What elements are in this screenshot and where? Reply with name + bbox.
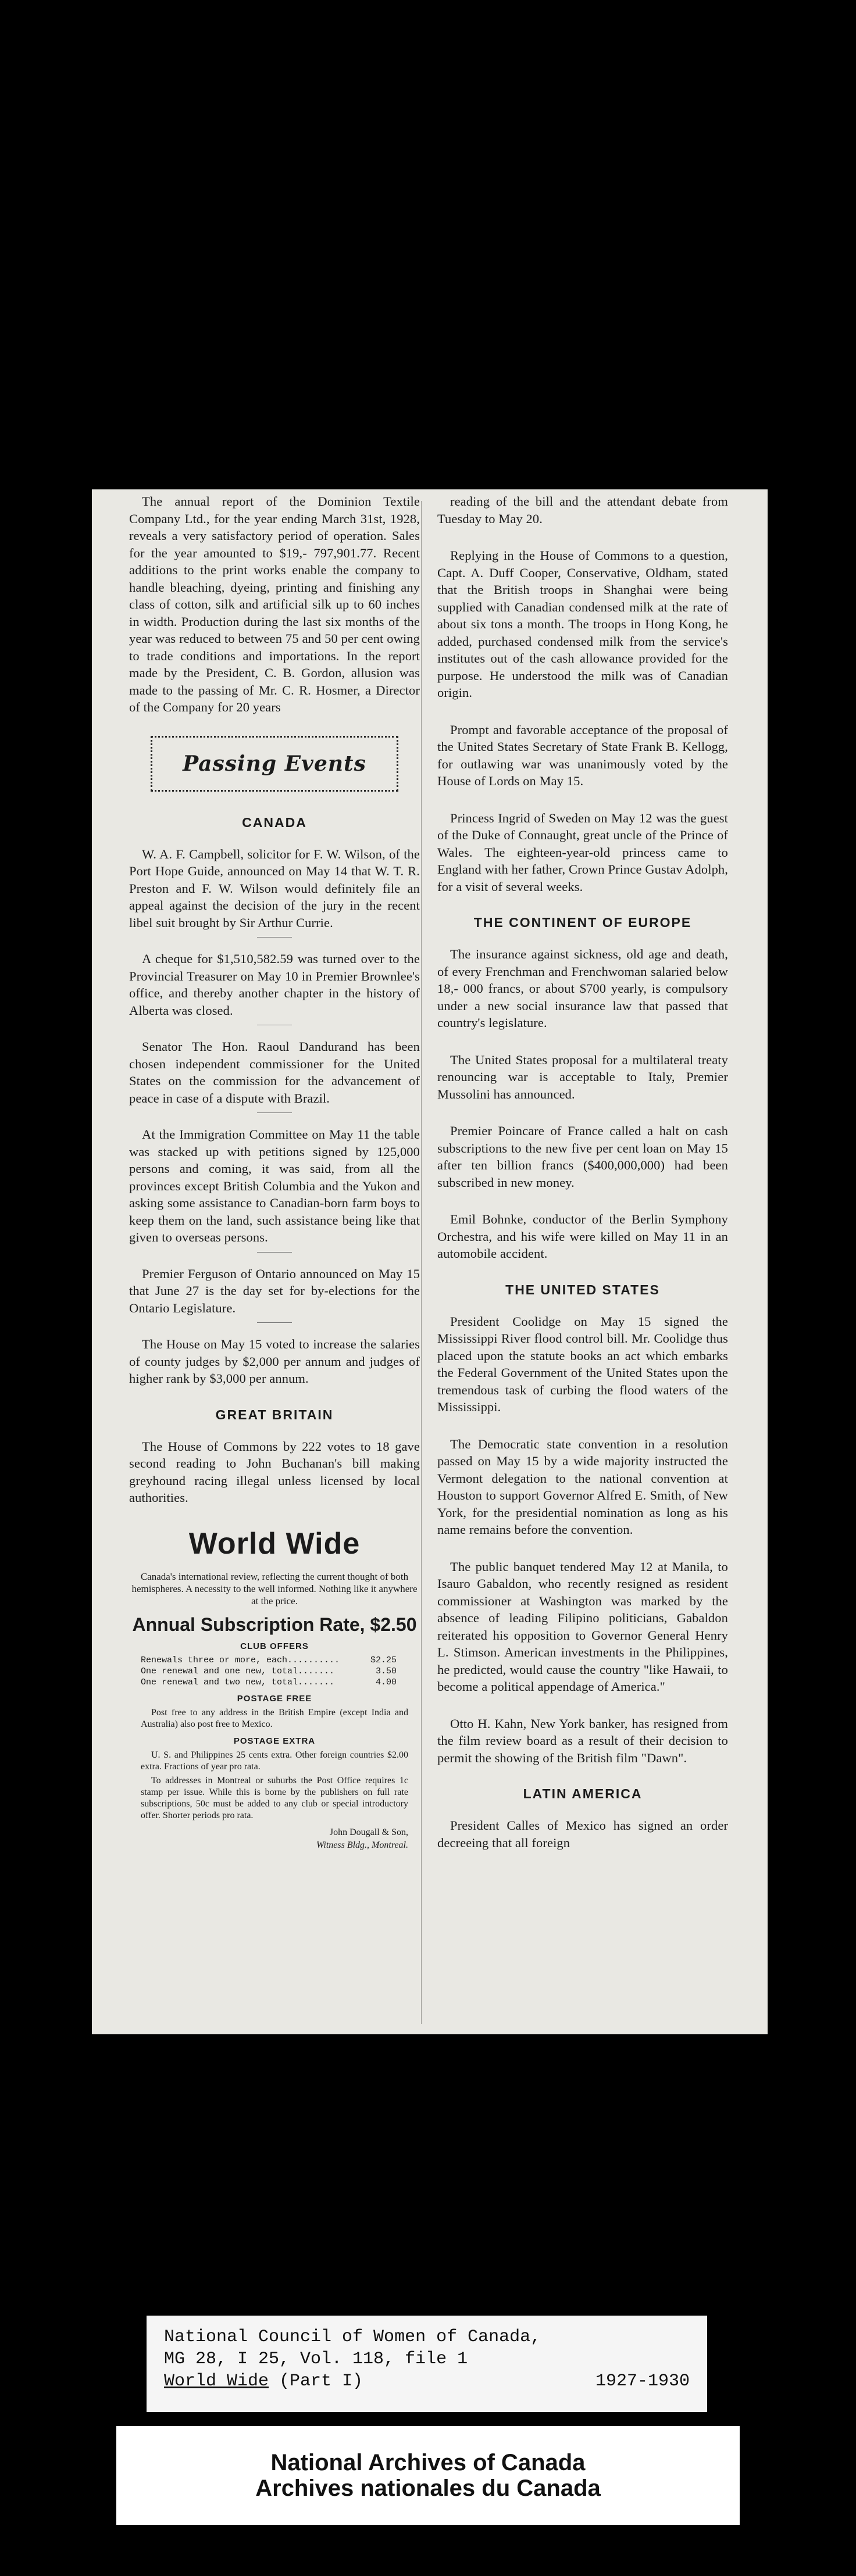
canada-item: The House on May 15 voted to increase the salaries of county judges by $2,000 per annum and judges of higher rank by $3,000 per annum. — [129, 1337, 420, 1386]
europe-item: Emil Bohnke, conductor of the Berlin Symphony Orchestra, and his wife were killed on May 11 in an automobile accident. — [437, 1212, 728, 1261]
club-offer-label: Renewals three or more, each.......... — [141, 1655, 340, 1665]
club-offer-label: One renewal and one new, total....... — [141, 1666, 335, 1676]
ad-intro: Canada's international review, reflecting the current thought of both hemispheres. A necessity to the well informed. Nothing like it anywhere at the price. — [131, 1570, 418, 1607]
ad-signature — [129, 1826, 420, 1852]
archives-label — [116, 2426, 740, 2525]
canada-item: At the Immigration Committee on May 11 the table was stacked up with petitions signed by 125,000 persons and coming, it was said, from all the provinces except British Columbia and the Yukon and asking some assistance to Canadian-born farm boys to keep them on the land, such assistance being like that given to overseas persons. — [129, 1127, 420, 1244]
world-wide-advertisement — [129, 1526, 420, 1852]
column-divider — [421, 501, 422, 2024]
publisher-name: John Dougall & Son, — [329, 1827, 408, 1837]
club-offer-price: 3.50 — [375, 1666, 397, 1676]
great-britain-heading: GREAT BRITAIN — [215, 1407, 334, 1422]
postage-free-text: Post free to any address in the British Empire (except India and Australia) also post free to Mexico. — [141, 1707, 408, 1729]
news-item: reading of the bill and the attendant debate from Tuesday to May 20. — [437, 494, 728, 526]
united-states-item: President Coolidge on May 15 signed the Mississippi River flood control bill. Mr. Coolidge thus placed upon the statute books an act which embarks the Federal Government of the United States upon the tremendous task of curbing the flood waters of the Mississippi. — [437, 1314, 728, 1414]
caption-part: (Part I) — [269, 2371, 363, 2391]
canada-heading: CANADA — [242, 814, 307, 830]
canada-item: Senator The Hon. Raoul Dandurand has been chosen independent commissioner for the United States on the commission for the advancement of peace in case of a dispute with Brazil. — [129, 1039, 420, 1105]
ad-title: World Wide — [188, 1526, 361, 1561]
canada-item: A cheque for $1,510,582.59 was turned over to the Provincial Treasurer on May 10 in Premier Brownlee's office, and thereby another chapter in the history of Alberta was closed. — [129, 951, 420, 1018]
club-offer-row — [129, 1655, 420, 1666]
latin-america-item: President Calles of Mexico has signed an order decreeing that all foreign — [437, 1818, 728, 1850]
ad-subscription-rate: Annual Subscription Rate, $2.50 — [132, 1613, 417, 1635]
postage-extra-text: U. S. and Philippines 25 cents extra. Other foreign countries $2.00 extra. Fractions of year pro rata. — [141, 1749, 408, 1772]
company-report-paragraph: The annual report of the Dominion Textile Company Ltd., for the year ending March 31st, 1928, reveals a very satisfactory period of operation. Sales for the year amounted to $19,- 797,901.77. Recent additions to the print works enable the company to handle bleaching, dyeing, printing and finishing any class of cotton, silk and artificial silk up to 60 inches in width. Production during the last six months of the year was reduced to between 75 and 50 per cent owing to trade conditions and importations. In the report made by the President, C. B. Gordon, allusion was made to the passing of Mr. C. R. Hosmer, a Director of the Company for 20 years — [129, 494, 420, 714]
news-item: Prompt and favorable acceptance of the proposal of the United States Secretary of State Frank B. Kellogg, for outlawing war was unanimously voted by the House of Lords on May 15. — [437, 722, 728, 788]
postage-free-heading: POSTAGE FREE — [237, 1693, 312, 1704]
caption-publication — [164, 2370, 363, 2392]
archives-french: Archives nationales du Canada — [255, 2475, 601, 2501]
left-column — [129, 493, 420, 1852]
club-offer-price: 4.00 — [375, 1677, 397, 1687]
newspaper-clipping — [92, 489, 768, 2034]
caption-line-3 — [164, 2370, 690, 2392]
europe-heading: THE CONTINENT OF EUROPE — [473, 915, 692, 930]
item-separator — [257, 937, 292, 938]
caption-line-2: MG 28, I 25, Vol. 118, file 1 — [164, 2349, 468, 2369]
united-states-item: Otto H. Kahn, New York banker, has resigned from the film review board as a result of their decision to permit the showing of the British film "Dawn". — [437, 1716, 728, 1765]
canada-item: Premier Ferguson of Ontario announced on May 15 that June 27 is the day set for by-elections for the Ontario Legislature. — [129, 1266, 420, 1315]
latin-america-heading: LATIN AMERICA — [523, 1786, 643, 1801]
europe-item: The insurance against sickness, old age and death, of every Frenchman and Frenchwoman salaried below 18,- 000 francs, or about $700 yearly, is compulsory under a new social insurance law that passed that country's legislature. — [437, 947, 728, 1030]
archive-caption-label — [147, 2316, 707, 2412]
item-separator — [257, 1322, 292, 1323]
caption-dates: 1927-1930 — [595, 2371, 690, 2391]
montreal-postage-text: To addresses in Montreal or suburbs the Post Office requires 1c stamp per issue. While this is borne by the publishers on full rate subscriptions, 50c must be added to any club or special introductory offer. Shorter periods pro rata. — [141, 1775, 408, 1820]
item-separator — [257, 1252, 292, 1253]
canada-item: W. A. F. Campbell, solicitor for F. W. Wilson, of the Port Hope Guide, announced on May 14 that W. T. R. Preston and F. W. Wilson would definitely file an appeal against the decision of the jury in the recent libel suit brought by Sir Arthur Currie. — [129, 846, 420, 930]
passing-events-box — [151, 736, 398, 792]
club-offers-heading: CLUB OFFERS — [240, 1641, 309, 1651]
united-states-heading: THE UNITED STATES — [505, 1282, 660, 1297]
news-item: Replying in the House of Commons to a question, Capt. A. Duff Cooper, Conservative, Oldham, stated that the British troops in Shanghai were being supplied with Canadian condensed milk at the rate of about six tons a month. The troops in Hong Kong, he added, purchased condensed milk from the service's institutes out of the cash allowance provided for the purpose. He understood the milk was of Canadian origin. — [437, 548, 728, 700]
europe-item: Premier Poincare of France called a halt on cash subscriptions to the new five per cent loan on May 15 after ten billion francs ($400,000,000) had been subscribed in new money. — [437, 1124, 728, 1190]
caption-title: World Wide — [164, 2371, 269, 2391]
caption-line-1: National Council of Women of Canada, — [164, 2327, 541, 2347]
europe-item: The United States proposal for a multilateral treaty renouncing war is acceptable to Italy, Premier Mussolini has announced. — [437, 1052, 728, 1101]
club-offer-label: One renewal and two new, total....... — [141, 1677, 335, 1687]
postage-extra-heading: POSTAGE EXTRA — [233, 1736, 316, 1746]
club-offer-price: $2.25 — [370, 1655, 397, 1665]
great-britain-item: The House of Commons by 222 votes to 18 gave second reading to John Buchanan's bill making greyhound racing illegal unless licensed by local authorities. — [129, 1439, 420, 1505]
club-offer-row — [129, 1677, 420, 1688]
united-states-item: The Democratic state convention in a resolution passed on May 15 by a wide majority instructed the Vermont delegation to the national convention at Houston to support Governor Alfred E. Smith, of New York, for the presidential nomination as long as his name remains before the convention. — [437, 1436, 728, 1537]
item-separator — [257, 1112, 292, 1113]
passing-events-title: Passing Events — [183, 751, 366, 776]
publisher-address: Witness Bldg., Montreal. — [316, 1840, 408, 1850]
club-offer-row — [129, 1666, 420, 1677]
news-item: Princess Ingrid of Sweden on May 12 was the guest of the Duke of Connaught, great uncle of the Prince of Wales. The eighteen-year-old princess came to England with her father, Crown Prince Gustav Adolph, for a visit of several weeks. — [437, 810, 728, 894]
archives-english: National Archives of Canada — [270, 2450, 586, 2475]
right-column — [437, 493, 728, 1871]
united-states-item: The public banquet tendered May 12 at Manila, to Isauro Gabaldon, who recently resigned as resident commissioner at Washington was marked by the absence of leading Filipino politicians, Gabaldon reiterated his opposition to Governor General Henry L. Stimson. American investments in the Philippines, he predicted, would cause the country "like Hawaii, to become a political appendage of America." — [437, 1559, 728, 1694]
